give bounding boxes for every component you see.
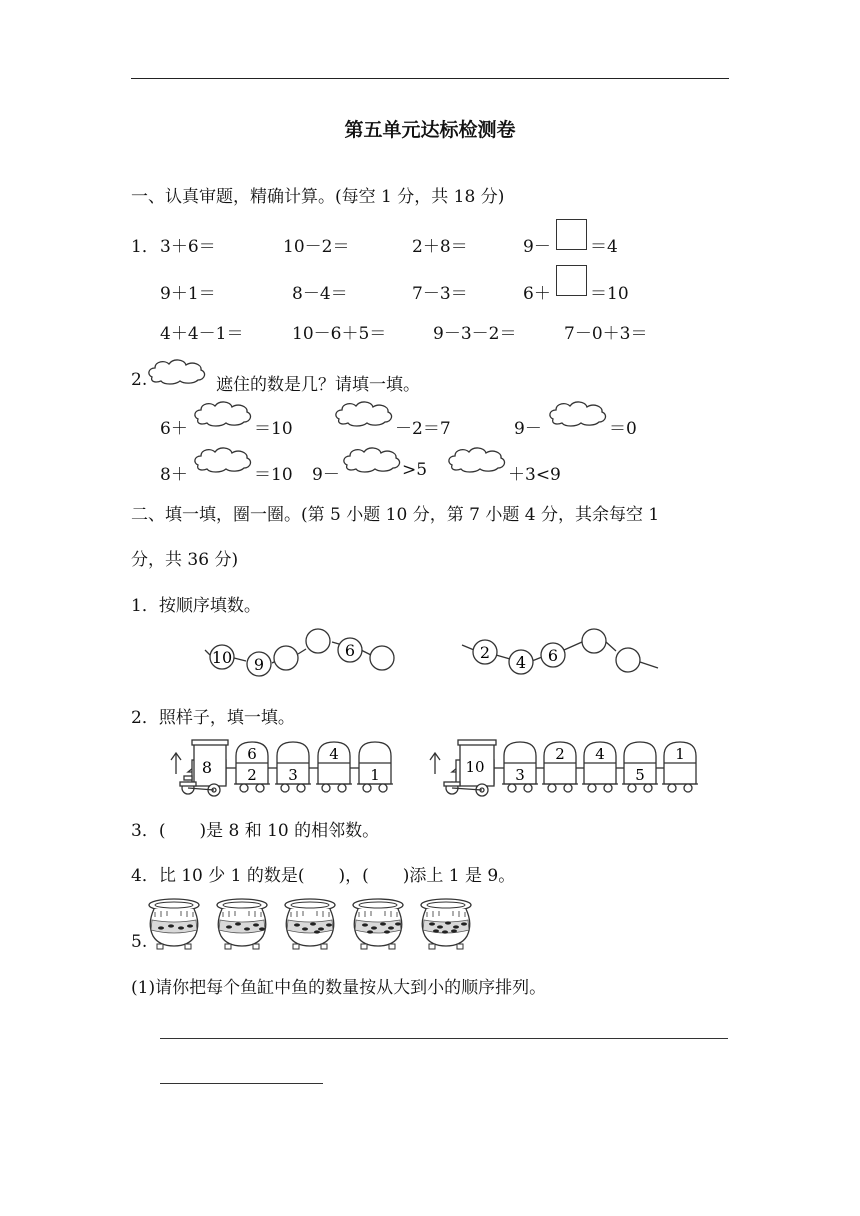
cloud-icon [333,398,395,428]
equation-part: 9－ [514,419,542,439]
bead-chain-2 [460,624,660,684]
car-top-number: 4 [595,745,605,763]
equation: 8－4＝ [292,284,348,304]
car-bottom-number: 3 [515,766,525,784]
cloud-icon [547,398,609,428]
cloud-icon [192,444,254,474]
car-bottom-number: 2 [247,766,257,784]
equation-part: 6＋ [160,419,188,439]
s2-q1: 1．按顺序填数。 [131,596,261,616]
car-top-number: 2 [555,745,565,763]
answer-box[interactable] [556,265,587,296]
cloud-icon [146,356,208,386]
equation: 2＋8＝ [412,237,468,257]
fish-bowl [353,899,403,949]
fish-bowl [421,899,471,949]
equation: 4＋4－1＝ [160,324,244,344]
cloud-icon [341,444,403,474]
bead-number: 6 [344,641,356,660]
answer-line[interactable] [160,1083,323,1084]
equation-part: 9－ [312,465,340,485]
car-top-number: 4 [329,745,339,763]
section1-heading: 一、认真审题，精确计算。(每空 1 分，共 18 分) [131,187,505,207]
car-bottom-number: 5 [635,766,645,784]
train-2 [424,736,706,798]
equation-part: ＝0 [609,419,637,439]
bead-number: 2 [479,643,491,662]
page-title: 第五单元达标检测卷 [344,119,516,141]
equation: 7－0＋3＝ [564,324,648,344]
train-1 [158,736,398,798]
car-top-number: 6 [247,745,257,763]
s2-q5-number: 5. [131,932,148,952]
bead[interactable] [274,646,298,670]
equation-part: －2＝7 [395,419,451,439]
car-bottom-number: 1 [370,766,380,784]
equation: 9＋1＝ [160,284,216,304]
s2-q2: 2．照样子，填一填。 [131,708,295,728]
fish-bowls [145,896,475,952]
equation: ＝4 [590,237,618,257]
engine-number: 8 [201,758,213,777]
fish-bowl [149,899,199,949]
bead[interactable] [616,648,640,672]
bead-number: 6 [547,646,559,665]
equation: 10－2＝ [283,237,350,257]
equation-part: ＝10 [254,419,293,439]
equation-part: ＋3<9 [508,465,561,485]
equation: 10－6＋5＝ [292,324,387,344]
bead[interactable] [306,629,330,653]
s2-q4: 4．比 10 少 1 的数是( )，( )添上 1 是 9。 [131,866,516,886]
equation: 3＋6＝ [160,237,216,257]
s2-q3: 3．( )是 8 和 10 的相邻数。 [131,821,380,841]
car-top-number: 1 [675,745,685,763]
s2-q5-sub1: (1)请你把每个鱼缸中鱼的数量按从大到小的顺序排列。 [131,978,547,998]
fish-bowl [217,899,267,949]
section2-heading-line1: 二、填一填，圈一圈。(第 5 小题 10 分，第 7 小题 4 分，其余每空 1 [131,505,660,525]
q2-number: 2. [131,370,148,390]
cloud-icon [446,444,508,474]
section2-heading-line2: 分，共 36 分) [131,550,239,570]
answer-box[interactable] [556,219,587,250]
fish-bowl [285,899,335,949]
bead-chain-1 [200,624,395,684]
train-engine [430,740,496,796]
car-bottom-number: 3 [288,766,298,784]
equation-part: 8＋ [160,465,188,485]
bead-number: 4 [515,653,527,672]
answer-line[interactable] [160,1038,728,1039]
engine-number: 10 [465,758,485,776]
equation: ＝10 [590,284,629,304]
header-rule [131,78,729,79]
q1-number: 1． [131,237,159,257]
bead[interactable] [582,629,606,653]
cloud-icon [192,398,254,428]
bead[interactable] [370,646,394,670]
equation-part: >5 [402,460,428,480]
equation: 6＋ [523,284,551,304]
q2-prompt: 遮住的数是几？请填一填。 [216,375,420,395]
bead-number: 9 [253,655,265,674]
equation: 9－3－2＝ [433,324,517,344]
train-engine [171,740,228,796]
bead-number: 10 [211,648,233,667]
equation: 7－3＝ [412,284,468,304]
equation: 9－ [523,237,551,257]
equation-part: ＝10 [254,465,293,485]
